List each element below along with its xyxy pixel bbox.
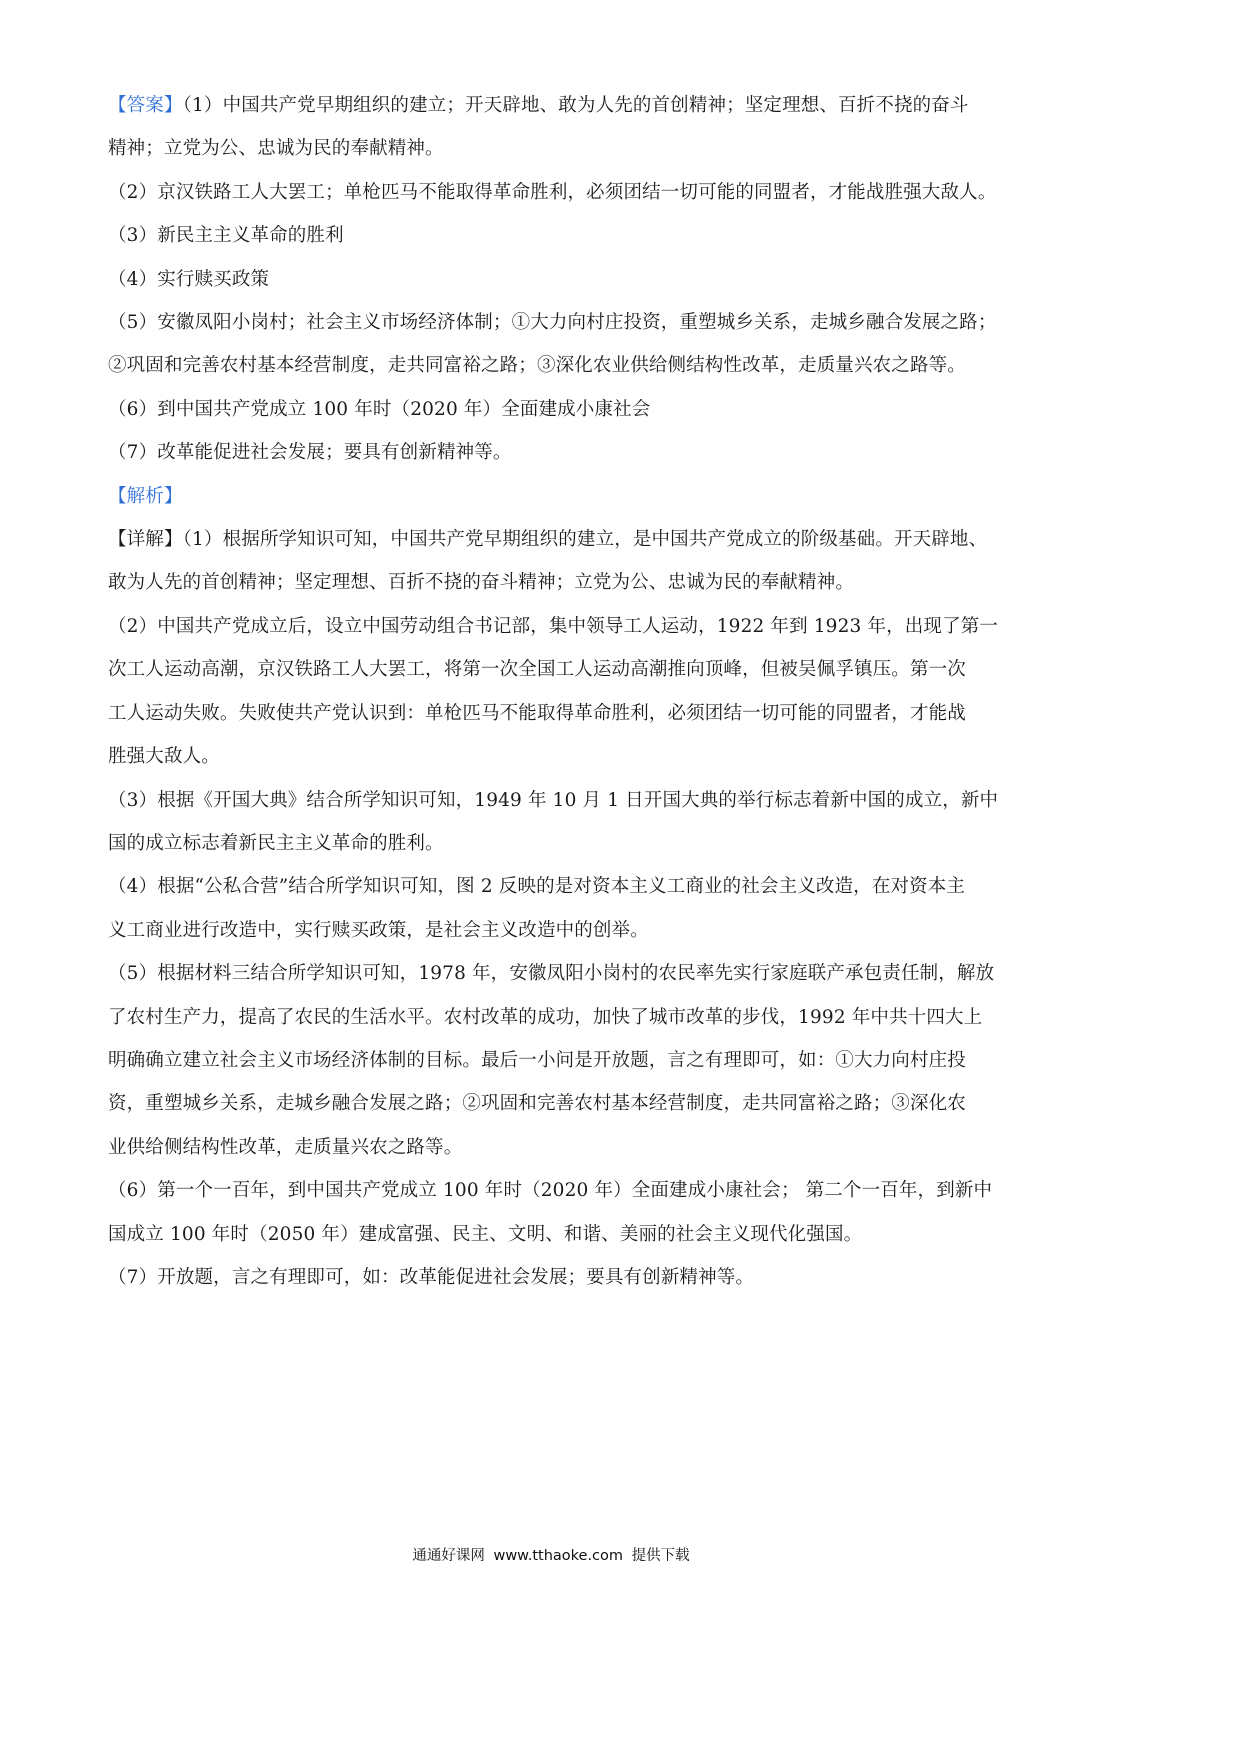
detail-line-17: 国成立 100 年时（2050 年）建成富强、民主、文明、和谐、美丽的社会主义现代化强国。	[108, 1223, 863, 1245]
detail-line-15: 业供给侧结构性改革，走质量兴农之路等。	[108, 1136, 463, 1158]
detail-line-6: 胜强大敌人。	[108, 746, 220, 768]
detail-line-5: 工人运动失败。失败使共产党认识到：单枪匹马不能取得革命胜利，必须团结一切可能的同盟者，才能战	[108, 702, 966, 724]
detail-line-1	[108, 518, 1016, 561]
footer-url[interactable]: www.tthaoke.com	[493, 1548, 624, 1564]
answer-line-1	[108, 84, 1016, 127]
detail-line-8: 国的成立标志着新民主主义革命的胜利。	[108, 832, 444, 854]
detail-line-18: （7）开放题，言之有理即可，如：改革能促进社会发展；要具有创新精神等。	[108, 1266, 755, 1288]
detail-line-14: 资，重塑城乡关系，走城乡融合发展之路；②巩固和完善农村基本经营制度，走共同富裕之路；③深化农	[108, 1093, 966, 1115]
footer-suffix: 提供下载	[631, 1548, 690, 1564]
page-footer	[0, 1544, 1102, 1565]
answer-line-7: ②巩固和完善农村基本经营制度，走共同富裕之路；③深化农业供给侧结构性改革，走质量兴农之路等。	[108, 355, 966, 377]
answer-line-4: （3）新民主主义革命的胜利	[108, 225, 344, 247]
answer-text: （1）中国共产党早期组织的建立；开天辟地、敢为人先的首创精神；坚定理想、百折不挠的奋斗	[182, 95, 969, 116]
detail-line-11: （5）根据材料三结合所学知识可知，1978 年，安徽凤阳小岗村的农民率先实行家庭联产承包责任制，解放	[108, 963, 995, 985]
detail-line-12: 了农村生产力，提高了农民的生活水平。农村改革的成功，加快了城市改革的步伐，1992 年中共十四大上	[108, 1006, 983, 1028]
analysis-heading	[108, 475, 1016, 518]
detail-line-7: （3）根据《开国大典》结合所学知识可知，1949 年 10 月 1 日开国大典的举行标志着新中国的成立，新中	[108, 789, 999, 811]
answer-line-6: （5）安徽凤阳小岗村；社会主义市场经济体制；①大力向村庄投资，重塑城乡关系，走城乡融合发展之路；	[108, 312, 997, 334]
detail-line-9: （4）根据“公私合营”结合所学知识可知，图 2 反映的是对资本主义工商业的社会主义改造，在对资本主	[108, 876, 966, 898]
answer-line-2: 精神；立党为公、忠诚为民的奉献精神。	[108, 138, 444, 160]
detail-line-4: 次工人运动高潮，京汉铁路工人大罢工，将第一次全国工人运动高潮推向顶峰，但被吴佩孚镇压。第一次	[108, 659, 966, 681]
detail-section	[108, 518, 1016, 1299]
detail-tag: 【详解】	[108, 529, 183, 551]
detail-line-13: 明确确立建立社会主义市场经济体制的目标。最后一小问是开放题，言之有理即可，如：①大力向村庄投	[108, 1049, 966, 1071]
answer-line-5: （4）实行赎买政策	[108, 268, 270, 290]
answer-line-3: （2）京汉铁路工人大罢工；单枪匹马不能取得革命胜利，必须团结一切可能的同盟者，才能战胜强大敌人。	[108, 181, 997, 203]
detail-line-3: （2）中国共产党成立后，设立中国劳动组合书记部，集中领导工人运动，1922 年到 1923 年，出现了第一	[108, 615, 999, 637]
footer-site-name: 通通好课网	[412, 1548, 485, 1564]
answer-tag: 【答案】	[108, 95, 183, 116]
detail-text: （1）根据所学知识可知，中国共产党早期组织的建立，是中国共产党成立的阶级基础。开天辟地、	[182, 529, 988, 551]
detail-line-2: 敢为人先的首创精神；坚定理想、百折不挠的奋斗精神；立党为公、忠诚为民的奉献精神。	[108, 572, 855, 594]
detail-line-10: 义工商业进行改造中，实行赎买政策，是社会主义改造中的创举。	[108, 919, 649, 941]
answer-line-8: （6）到中国共产党成立 100 年时（2020 年）全面建成小康社会	[108, 398, 651, 420]
answer-section	[108, 84, 1016, 475]
detail-line-16: （6）第一个一百年，到中国共产党成立 100 年时（2020 年）全面建成小康社会； 第二个一百年，到新中	[108, 1180, 993, 1202]
analysis-tag: 【解析】	[108, 485, 183, 507]
answer-line-9: （7）改革能促进社会发展；要具有创新精神等。	[108, 442, 512, 464]
document-body	[108, 84, 1016, 1299]
